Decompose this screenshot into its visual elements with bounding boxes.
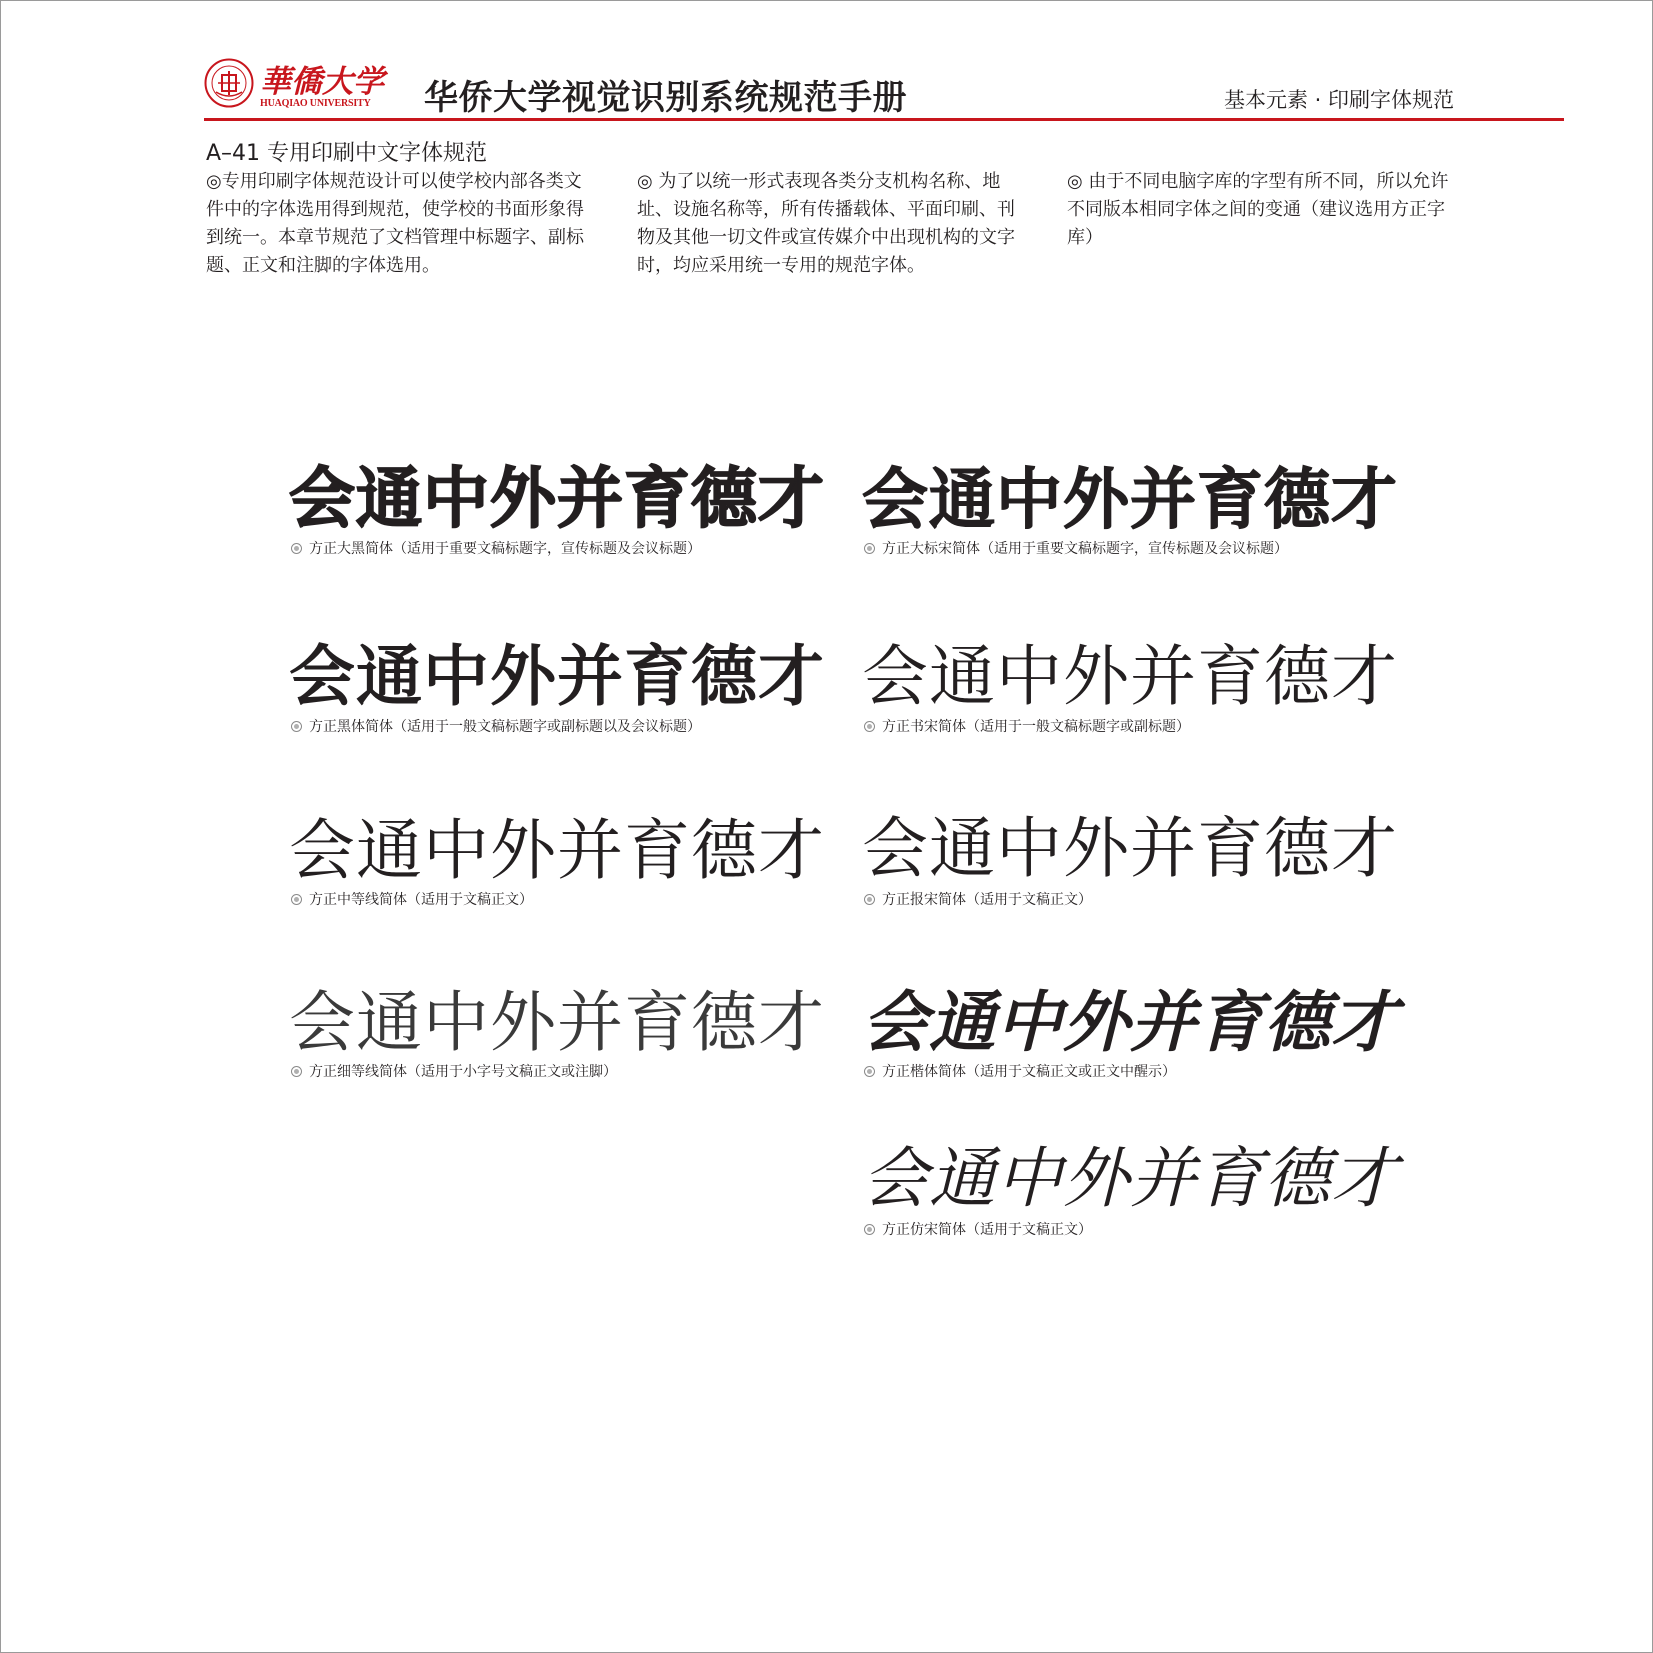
specimen-sample: 会通中外并育德才: [862, 460, 1398, 538]
specimen-caption-text: 方正黑体简体（适用于一般文稿标题字或副标题以及会议标题）: [309, 719, 701, 735]
manual-title: 华侨大学视觉识别系统规范手册: [424, 78, 907, 118]
specimen-caption: [291, 1061, 617, 1081]
font-specimen: [289, 636, 849, 746]
specimen-caption: [864, 889, 1092, 909]
bullet-circle-icon: [291, 543, 302, 554]
bullet-circle-icon: [864, 1066, 875, 1077]
intro-paragraph: ◎ 由于不同电脑字库的字型有所不同，所以允许不同版本相同字体之间的变通（建议选用方正字库）: [1067, 171, 1449, 248]
specimen-sample: 会通中外并育德才: [862, 983, 1398, 1061]
specimen-caption-text: 方正大标宋简体（适用于重要文稿标题字，宣传标题及会议标题）: [882, 541, 1288, 557]
specimen-caption-text: 方正报宋简体（适用于文稿正文）: [882, 892, 1092, 908]
font-specimen: [862, 458, 1422, 568]
university-seal-icon: [204, 58, 254, 108]
specimen-caption-text: 方正楷体简体（适用于文稿正文或正文中醒示）: [882, 1064, 1176, 1080]
font-specimen: [289, 809, 849, 919]
specimen-sample: 会通中外并育德才: [289, 638, 825, 715]
header-rule: [204, 118, 1564, 121]
bullet-circle-icon: [864, 543, 875, 554]
specimen-sample: 会通中外并育德才: [289, 813, 825, 887]
specimen-caption: [291, 716, 701, 736]
specimen-caption: [864, 716, 1190, 736]
specimen-caption: [864, 1061, 1176, 1081]
specimen-sample: 会通中外并育德才: [862, 813, 1398, 886]
bullet-circle-icon: [864, 894, 875, 905]
specimen-caption-text: 方正细等线简体（适用于小字号文稿正文或注脚）: [309, 1064, 617, 1080]
font-specimen: [862, 636, 1422, 746]
specimen-caption-text: 方正中等线简体（适用于文稿正文）: [309, 892, 533, 908]
page-title: A–41 专用印刷中文字体规范: [206, 141, 488, 166]
specimen-caption: [291, 889, 533, 909]
specimen-caption: [864, 538, 1288, 558]
intro-paragraph: ◎专用印刷字体规范设计可以使学校内部各类文件中的字体选用得到规范，使学校的书面形象得到统一。本章节规范了文档管理中标题字、副标题、正文和注脚的字体选用。: [206, 171, 584, 276]
logo-name: 華僑大学: [260, 64, 384, 100]
university-logo: [204, 58, 384, 110]
specimen-caption: [291, 538, 701, 558]
bullet-circle-icon: [864, 1224, 875, 1235]
specimen-caption-text: 方正大黑简体（适用于重要文稿标题字，宣传标题及会议标题）: [309, 541, 701, 557]
specimen-sample: 会通中外并育德才: [862, 1143, 1398, 1216]
specimen-caption-text: 方正书宋简体（适用于一般文稿标题字或副标题）: [882, 719, 1190, 735]
bullet-circle-icon: [291, 721, 302, 732]
specimen-caption: [864, 1219, 1092, 1239]
bullet-circle-icon: [291, 894, 302, 905]
section-label: 基本元素 · 印刷字体规范: [1224, 88, 1455, 112]
specimen-caption-text: 方正仿宋简体（适用于文稿正文）: [882, 1222, 1092, 1238]
specimen-sample: 会通中外并育德才: [862, 638, 1398, 715]
bullet-circle-icon: [291, 1066, 302, 1077]
font-specimen: [289, 458, 849, 568]
font-specimen: [862, 809, 1422, 919]
font-specimen: [862, 981, 1422, 1091]
logo-english-name: HUAQIAO UNIVERSITY: [260, 98, 371, 109]
font-specimen: [289, 981, 849, 1091]
specimen-sample: 会通中外并育德才: [289, 985, 825, 1059]
bullet-circle-icon: [864, 721, 875, 732]
intro-paragraph: ◎ 为了以统一形式表现各类分支机构名称、地址、设施名称等，所有传播载体、平面印刷、刊物及其他一切文件或宣传媒介中出现机构的文字时，均应采用统一专用的规范字体。: [637, 171, 1015, 276]
font-specimen: [862, 1139, 1422, 1249]
specimen-sample: 会通中外并育德才: [289, 460, 825, 537]
